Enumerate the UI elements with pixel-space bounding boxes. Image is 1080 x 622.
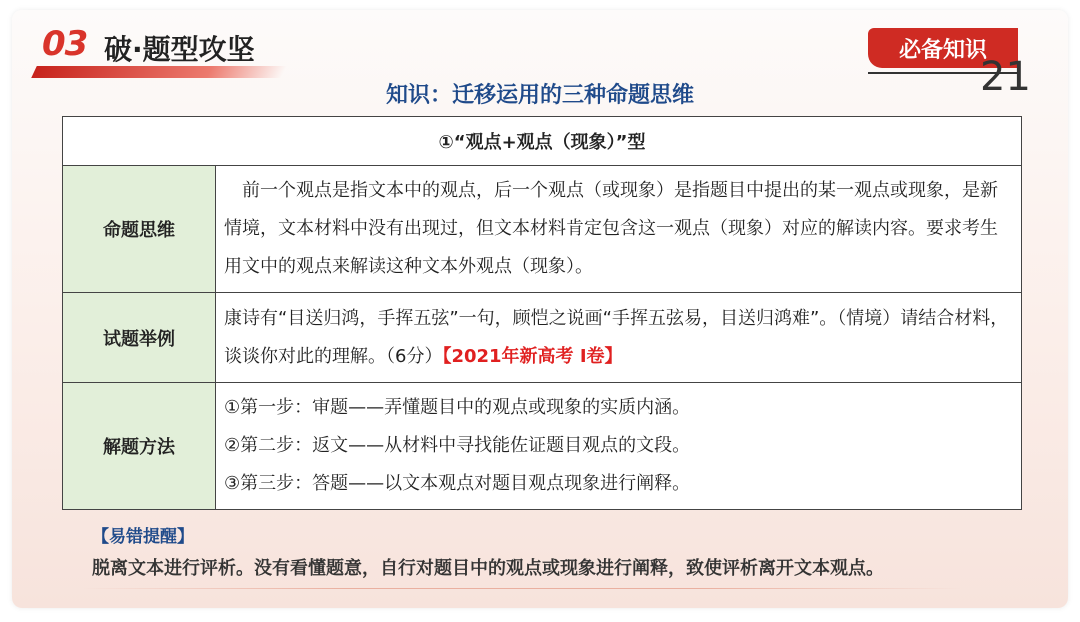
table-header-row bbox=[63, 117, 1022, 166]
page-number: 21 bbox=[980, 54, 1031, 100]
example-text: 康诗有“目送归鸿，手挥五弦”一句，顾恺之说画“手挥五弦易，目送归鸿难”。（情境）请结合材料，谈谈你对此的理解。（6分） bbox=[224, 307, 1009, 367]
row-content-thinking: 前一个观点是指文本中的观点，后一个观点（或现象）是指题目中提出的某一观点或现象，是新情境，文本材料中没有出现过，但文本材料肯定包含这一观点（现象）对应的解读内容。要求考生用文中的观点来解读这种文本外观点（现象）。 bbox=[216, 166, 1022, 293]
method-step: ②第二步：返文——从材料中寻找能佐证题目观点的文段。 bbox=[224, 435, 691, 456]
tip-text: 脱离文本进行评析。没有看懂题意，自行对题目中的观点或现象进行阐释，致使评析离开文本观点。 bbox=[92, 558, 884, 579]
table-row bbox=[63, 383, 1022, 510]
method-step: ①第一步：审题——弄懂题目中的观点或现象的实质内涵。 bbox=[224, 397, 691, 418]
tip-divider bbox=[82, 588, 962, 589]
tip-title: 【易错提醒】 bbox=[92, 527, 194, 547]
row-label-example: 试题举例 bbox=[63, 293, 216, 383]
knowledge-table bbox=[62, 116, 1022, 510]
row-content-example bbox=[216, 293, 1022, 383]
table-header: ①“观点+观点（现象）”型 bbox=[63, 117, 1022, 166]
slide bbox=[12, 10, 1068, 608]
category-tag: 必备知识 bbox=[868, 28, 1018, 68]
row-content-method bbox=[216, 383, 1022, 510]
method-step: ③第三步：答题——以文本观点对题目观点现象进行阐释。 bbox=[224, 473, 691, 494]
page-title: 知识：迁移运用的三种命题思维 bbox=[385, 83, 694, 108]
section-number: 03 bbox=[42, 24, 88, 64]
exam-source: 【2021年新高考 Ⅰ卷】 bbox=[442, 345, 623, 367]
row-label-method: 解题方法 bbox=[63, 383, 216, 510]
table-row bbox=[63, 293, 1022, 383]
section-title: 破·题型攻坚 bbox=[104, 33, 255, 66]
table-row bbox=[63, 166, 1022, 293]
row-label-thinking: 命题思维 bbox=[63, 166, 216, 293]
